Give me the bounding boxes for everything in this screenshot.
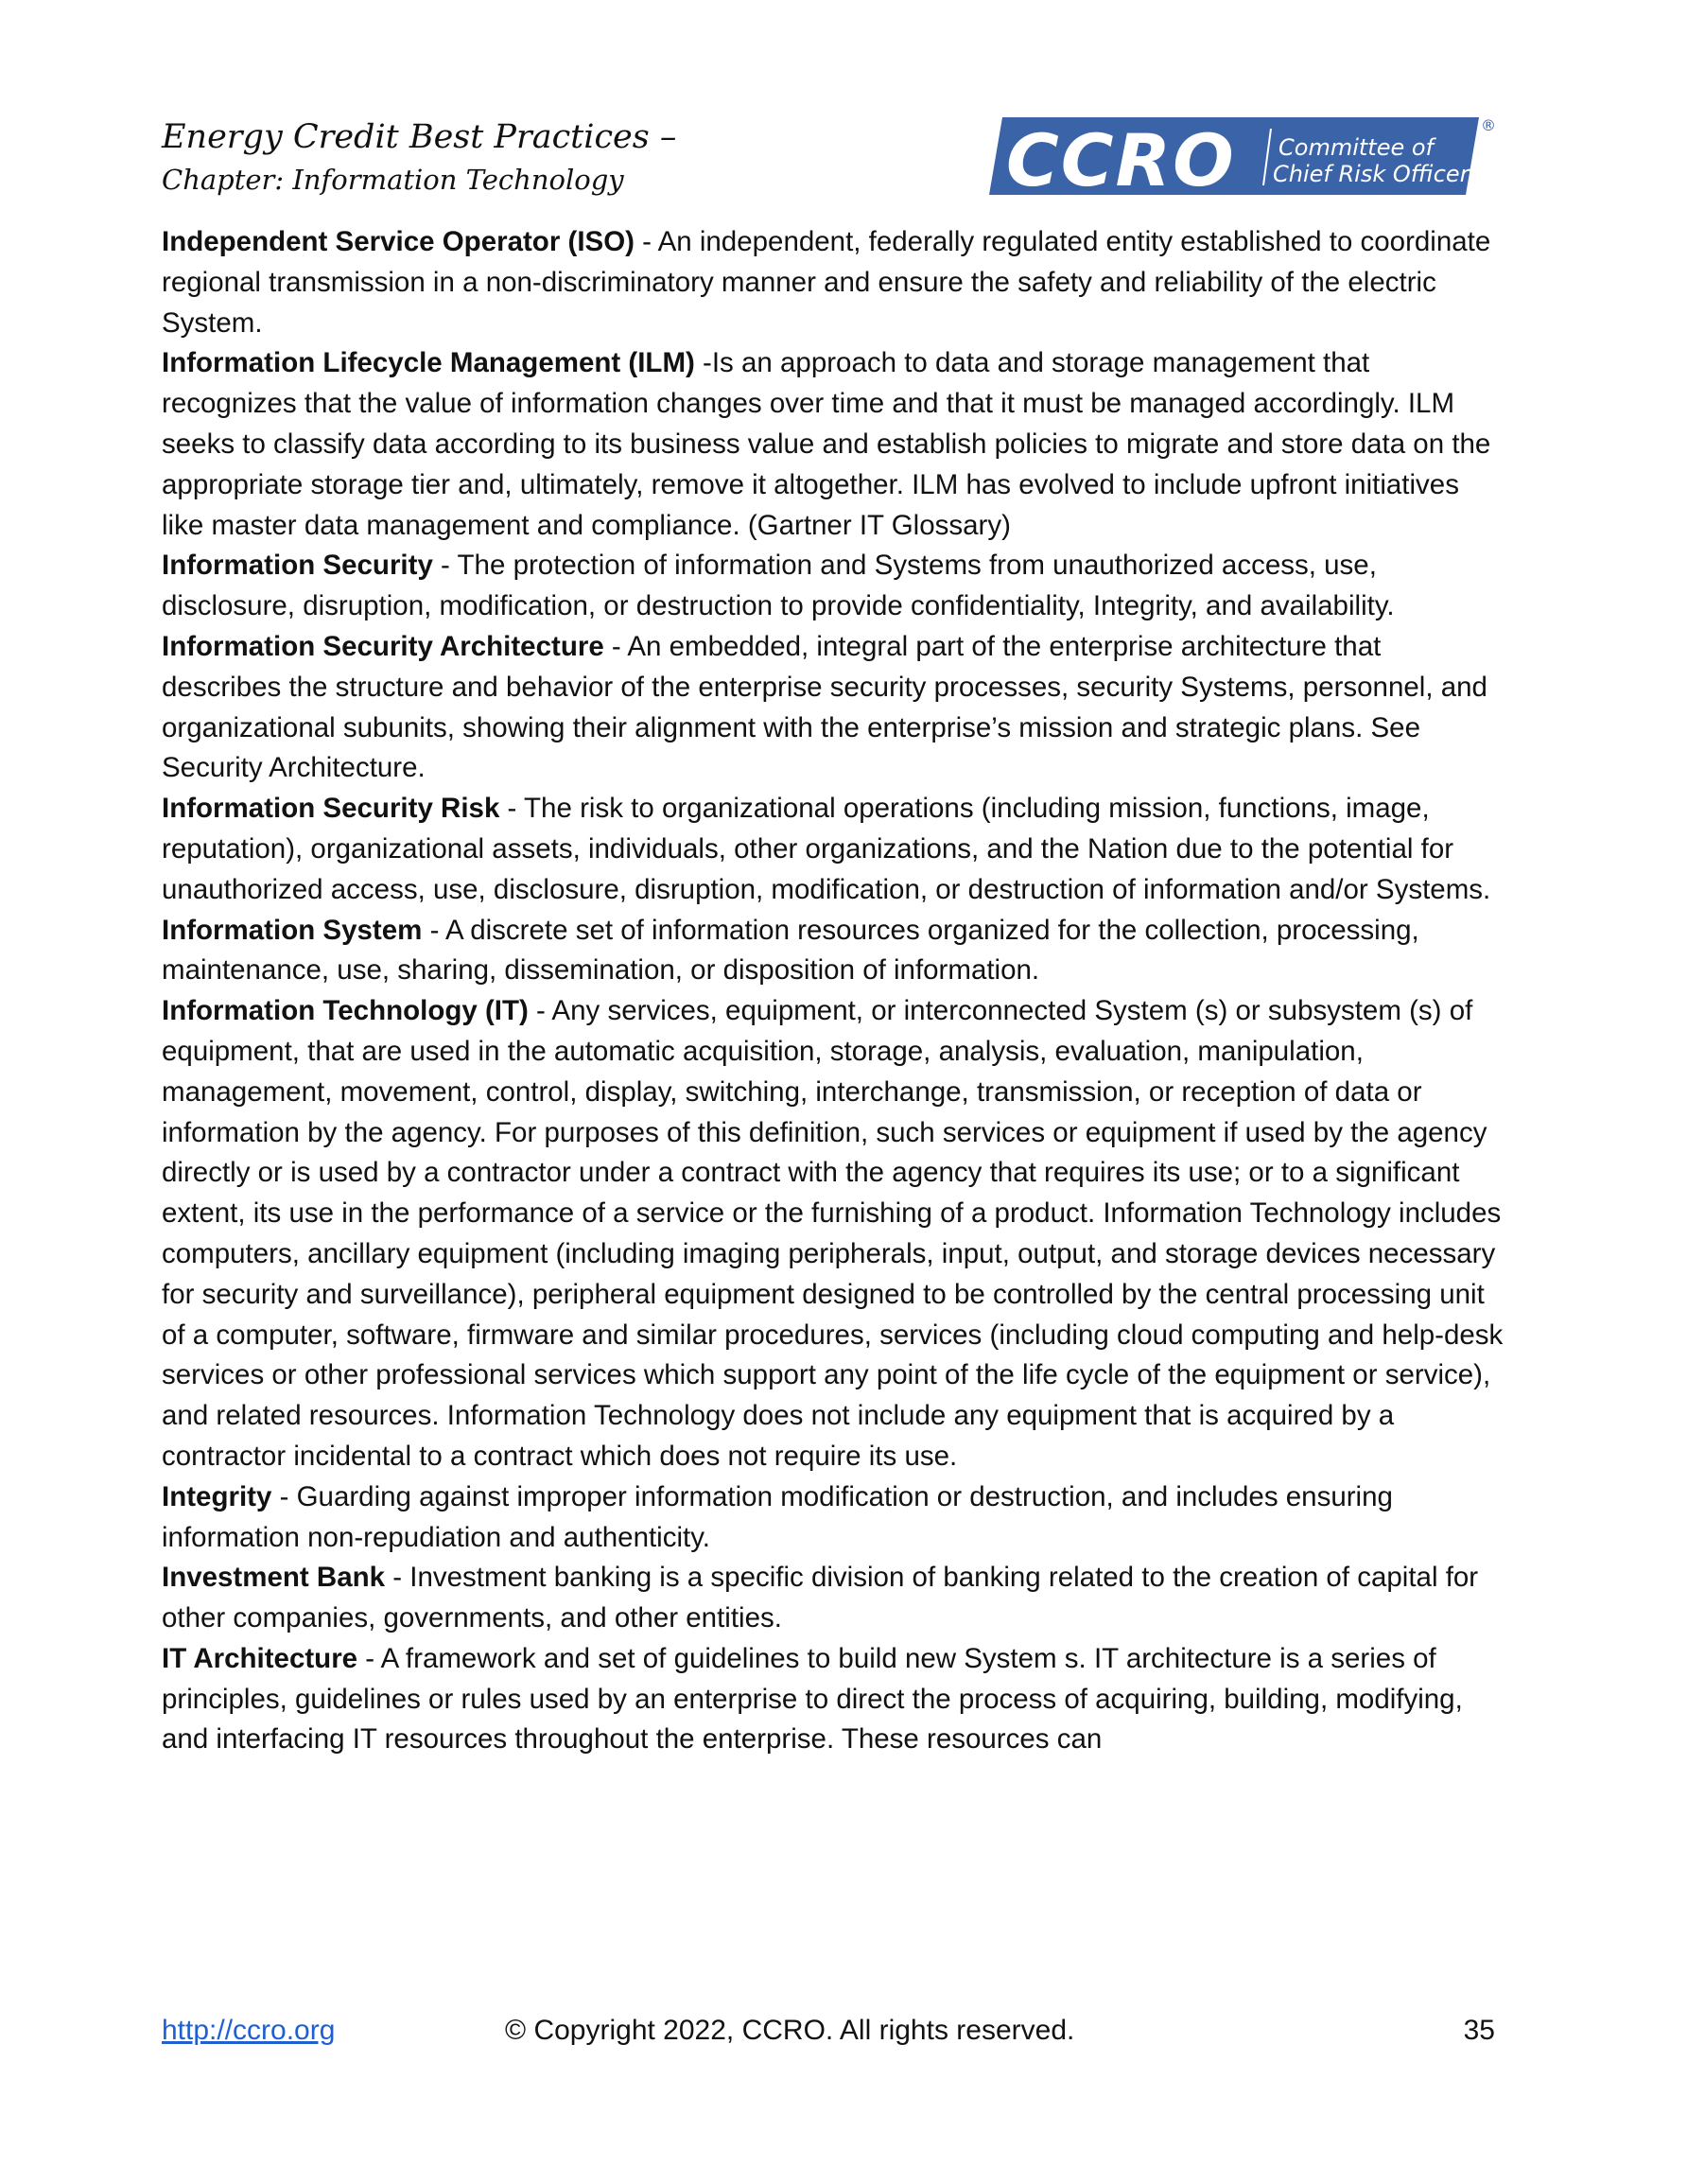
registered-mark: ® bbox=[1481, 116, 1496, 134]
ccro-logo bbox=[989, 115, 1500, 201]
logo-line1: Committee of bbox=[1278, 134, 1434, 161]
entry-term: Information Security bbox=[162, 550, 433, 582]
page-number: 35 bbox=[1463, 2015, 1495, 2046]
entry-definition: - Investment banking is a specific division of banking related to the creation of capital for other companies, governments, and other entities. bbox=[162, 1562, 1479, 1634]
entry-definition: - Guarding against improper information modification or destruction, and includes ensuring information non-repudiation and authenticity. bbox=[162, 1480, 1393, 1553]
page-header bbox=[162, 112, 1523, 206]
document-title: Energy Credit Best Practices – bbox=[162, 118, 677, 156]
entry-term: Investment Bank bbox=[162, 1562, 386, 1594]
entry-definition: - An independent, federally regulated entity established to coordinate regional transmission in a non-discriminatory manner and ensure the safety and reliability of the electric System. bbox=[162, 226, 1491, 339]
entry-definition: - An embedded, integral part of the enterprise architecture that describes the structure and behavior of the enterprise security processes, security Systems, personnel, and organizational subunits, showing their alignment with the enterprise’s mission and strategic plans. See Security Architecture. bbox=[162, 630, 1487, 784]
entry-term: Integrity bbox=[162, 1480, 272, 1512]
footer-website-link[interactable]: http://ccro.org bbox=[162, 2015, 336, 2046]
glossary-entry-ilm bbox=[162, 343, 1504, 546]
glossary-entry-information-security-architecture bbox=[162, 627, 1504, 789]
chapter-title: Chapter: Information Technology bbox=[162, 164, 624, 196]
logo-line2: Chief Risk Officers bbox=[1273, 161, 1482, 187]
entry-definition: - The risk to organizational operations (including mission, functions, image, reputation), organizational assets, individuals, other organizations, and the Nation due to the potential for unauthorized access, use, disclosure, disruption, modification, or destruction of information and/or Systems. bbox=[162, 793, 1491, 905]
page-footer bbox=[162, 2010, 1495, 2057]
footer-copyright: © Copyright 2022, CCRO. All rights reserved. bbox=[505, 2015, 1075, 2046]
glossary-entry-it-architecture bbox=[162, 1639, 1504, 1760]
entry-definition: - A framework and set of guidelines to build new System s. IT architecture is a series of principles, guidelines or rules used by an enterprise to direct the process of acquiring, building, modifying, and interfacing IT resources throughout the enterprise. These resources can bbox=[162, 1642, 1463, 1756]
entry-definition: -Is an approach to data and storage management that recognizes that the value of information changes over time and that it must be managed accordingly. ILM seeks to classify data according to its business value and establish policies to migrate and store data on the appropriate storage tier and, ultimately, remove it altogether. ILM has evolved to include upfront initiatives like master data management and compliance. (Gartner IT Glossary) bbox=[162, 347, 1491, 541]
glossary-entry-information-technology bbox=[162, 991, 1504, 1477]
entry-term: Information Security Architecture bbox=[162, 630, 604, 662]
entry-term: Information System bbox=[162, 914, 423, 946]
entry-term: Information Technology (IT) bbox=[162, 995, 529, 1027]
entry-term: Information Lifecycle Management (ILM) bbox=[162, 347, 695, 379]
entry-definition: - A discrete set of information resources organized for the collection, processing, maintenance, use, sharing, dissemination, or disposition of information. bbox=[162, 914, 1419, 987]
glossary-entry-iso bbox=[162, 222, 1504, 343]
glossary-entry-investment-bank bbox=[162, 1558, 1504, 1639]
glossary-entry-information-system bbox=[162, 911, 1504, 992]
entry-term: Independent Service Operator (ISO) bbox=[162, 226, 635, 257]
glossary-entry-integrity bbox=[162, 1477, 1504, 1559]
entry-definition: - The protection of information and Systems from unauthorized access, use, disclosure, disruption, modification, or destruction to provide confidentiality, Integrity, and availability. bbox=[162, 550, 1395, 622]
logo-wordmark: CCRO bbox=[1006, 118, 1236, 201]
entry-definition: - Any services, equipment, or interconnected System (s) or subsystem (s) of equipment, that are used in the automatic acquisition, storage, analysis, evaluation, manipulation, management, movement, control, display, switching, interchange, transmission, or reception of data or information by the agency. For purposes of this definition, such services or equipment if used by the agency directly or is used by a contractor under a contract with the agency that requires its use; or to a significant extent, its use in the performance of a service or the furnishing of a product. Information Technology includes computers, ancillary equipment (including imaging peripherals, input, output, and storage devices necessary for security and surveillance), peripheral equipment designed to be controlled by the central processing unit of a computer, software, firmware and similar procedures, services (including cloud computing and help-desk services or other professional services which support any point of the life cycle of the equipment or service), and related resources. Information Technology does not include any equipment that is acquired by a contractor incidental to a contract which does not require its use. bbox=[162, 995, 1504, 1472]
entry-term: Information Security Risk bbox=[162, 793, 500, 825]
entry-term: IT Architecture bbox=[162, 1642, 358, 1674]
glossary-content bbox=[162, 222, 1504, 1760]
glossary-entry-information-security bbox=[162, 546, 1504, 627]
glossary-entry-information-security-risk bbox=[162, 789, 1504, 910]
